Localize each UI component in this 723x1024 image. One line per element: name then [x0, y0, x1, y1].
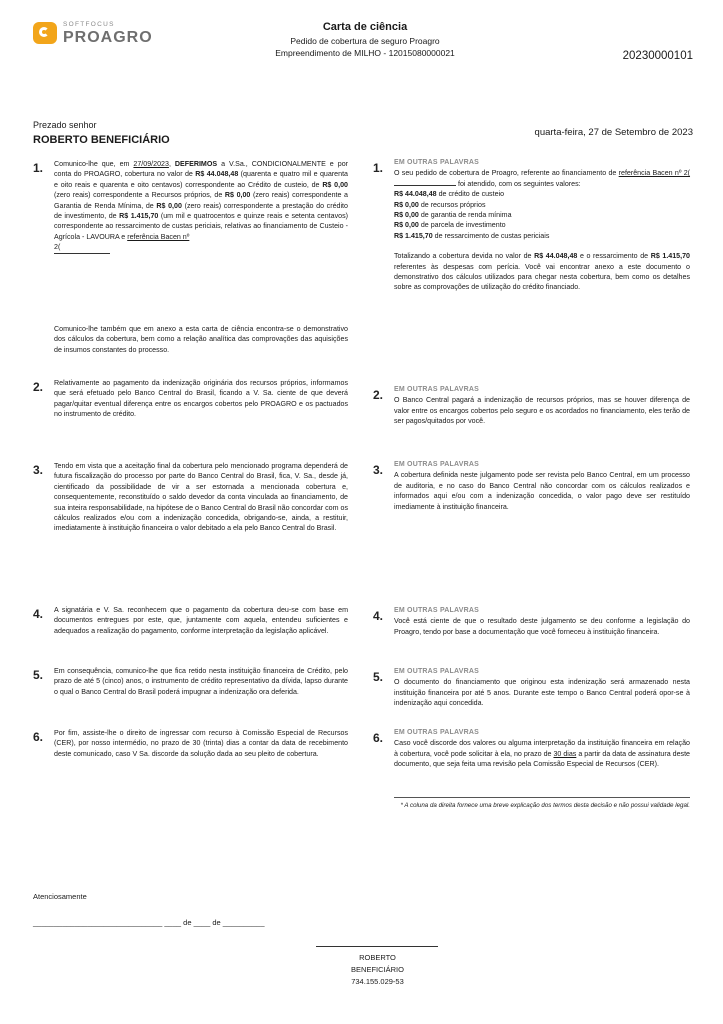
signer-name-2: BENEFICIÁRIO [351, 965, 404, 974]
softfocus-proagro-logo [33, 20, 163, 50]
value-row: R$ 0,00 de garantia de renda mínima [394, 211, 512, 220]
plain-paragraph-3: EM OUTRAS PALAVRAS A cobertura definida neste julgamento pode ser revista pelo Banco Central, em um processo de auditoria, e no caso do Banco Central não concordar com os cálculos realizados e informados aqui e/ou com a indenização concedida, o valor pago deve ser restituído imediamente à instituição financeira. [394, 461, 690, 511]
signature-line [316, 946, 438, 947]
item-number-3: 3. [33, 463, 44, 477]
legal-paragraph-6: Por fim, assiste-lhe o direito de ingressar com recurso à Comissão Especial de Recursos (CER), por nosso intermédio, no prazo de 30 (trinta) dias a contar da data de recebimento deste comunicado, caso V Sa. discorde da solução dada ao seu pleito de cobertura. [54, 729, 348, 758]
plain-paragraph-6: EM OUTRAS PALAVRAS Caso você discorde dos valores ou alguma interpretação da instituição financeira em relação à cobertura, você pode solicitar à ela, no prazo de 30 dias a partir da data de assinatura deste documento, que seja feita uma revisão pela Comissão Especial de Recursos (CER). [394, 729, 691, 769]
letter-date: quarta-feira, 27 de Setembro de 2023 [534, 127, 693, 138]
plain-paragraph-2: EM OUTRAS PALAVRAS O Banco Central pagará a indenização de recursos próprios, mas se houver diferença de valor entre os encargos cobertos pelo seguro e os acordados no financiamento, eles terão de ser pagos/quitados por você. [394, 386, 690, 426]
logo-brand-small: SOFTFOCUS [63, 21, 115, 28]
plain-item-number-1: 1. [373, 161, 384, 175]
plain-item-number-3: 3. [373, 463, 384, 477]
coverage-values-list [394, 189, 690, 241]
item-number-1: 1. [33, 161, 44, 175]
value-row: R$ 0,00 de recursos próprios [394, 200, 486, 209]
item-number-5: 5. [33, 668, 44, 682]
closing: Atenciosamente [33, 892, 87, 901]
document-subtitle: Pedido de cobertura de seguro Proagro [290, 36, 440, 46]
legal-paragraph-2: Relativamente ao pagamento da indenização originária dos recursos próprios, informamos que será efetuado pelo Banco Central do Brasil, ficando a V. Sa. ciente de que deverá pagar/quitar eventual diferença entre os encargos cobertos pelo PROAGRO e os pactuados no instrumento de crédito. [54, 379, 348, 419]
document-title: Carta de ciência [322, 21, 408, 33]
plain-paragraph-4: EM OUTRAS PALAVRAS Você está ciente de que o resultado deste julgamento se deu conforme a legislação do Proagro, tendo por base a documentação que você forneceu à instituição financeira. [394, 607, 690, 636]
section-label: EM OUTRAS PALAVRAS [394, 159, 480, 166]
document-number: 20230000101 [622, 50, 693, 62]
enterprise-line: Empreendimento de MILHO - 12015080000021 [275, 48, 455, 58]
plain-item-number-5: 5. [373, 670, 384, 684]
legal-paragraph-5: Em consequência, comunico-lhe que fica retido nesta instituição financeira de Crédito, pelo prazo de até 5 (cinco) anos, o instrumento de crédito representativo da dívida, lapso durante o qual o Banco Central do Brasil poderá impugnar a indenização ora deferida. [54, 667, 348, 696]
plain-item-number-6: 6. [373, 731, 384, 745]
proagro-logo-icon [33, 22, 57, 44]
item-number-4: 4. [33, 607, 44, 621]
legal-paragraph-3: Tendo em vista que a aceitação final da cobertura pelo mencionado programa dependerá de futura fiscalização do processo por parte do Banco Central do Brasil, fica, V. Sa., desde já, cientificado da possibilidade de vir a ser estornada a mencionada cobertura e, consequentemente, reconstituído o saldo devedor da conta vinculada ao financiamento, de sua inteira responsabilidade, na hipótese de o Banco Central do Brasil não concordar com os cálculos realizados e/ou com a indenização concedida, obrigando-se, ainda, a restituir, imediatamente à instituição financeira o valor debitado a ela pelo Banco Central do Brasil. [54, 462, 348, 533]
footnote: * A coluna da direita fornece uma breve explicação dos termos desta decisão e não possui validade legal. [394, 797, 690, 810]
recipient-name: ROBERTO BENEFICIÁRIO [33, 134, 170, 146]
legal-paragraph-4: A signatária e V. Sa. reconhecem que o pagamento da cobertura deu-se com base em documentos entregues por este, que, juntamente com aquela, entendeu suficientes e adequados a realização do pagamento, conforme interpretação da legislação aplicável. [54, 606, 348, 635]
plain-item-number-4: 4. [373, 609, 384, 623]
value-row: R$ 0,00 de parcela de investimento [394, 221, 506, 230]
legal-paragraph-1b: Comunico-lhe também que em anexo a esta carta de ciência encontra-se o demonstrativo dos cálculos da cobertura, bem como a relação analítica das comprovações das aquisições de insumos constantes do processo. [54, 325, 348, 354]
place-date-line: _______________________________ ____ de ____ de __________ [33, 918, 265, 927]
signature-block [300, 952, 455, 988]
signer-name-1: ROBERTO [359, 953, 396, 962]
legal-paragraph-1: Comunico-lhe que, em 27/09/2023, DEFERIMOS a V.Sa., CONDICIONALMENTE e por conta do PROAGRO, cobertura no valor de R$ 44.048,48 (quarenta e quatro mil e quarenta e oito reais e quarenta e oito centavos) correspondente ao Crédito de custeio, de R$ 0,00 (zero reais) correspondente a Recursos próprios, de R$ 0,00 (zero reais) correspondente a Garantia de Renda Mínima, de R$ 0,00 (zero reais) correspondente a prestação do crédito de investimento, de R$ 1.415,70 (um mil e quatrocentos e quinze reais e setenta centavos) correspondente ao ressarcimento de custas periciais, relativas ao financiamento de Custeio - Agrícola - LAVOURA e referência Bacen nº 2( [54, 159, 348, 254]
signer-document: 734.155.029-53 [351, 977, 404, 986]
item-number-2: 2. [33, 380, 44, 394]
value-row: R$ 1.415,70 de ressarcimento de custas periciais [394, 231, 550, 240]
plain-paragraph-1: EM OUTRAS PALAVRAS O seu pedido de cobertura de Proagro, referente ao financiamento de referência Bacen nº 2( foi atendido, com os seguintes valores: R$ 44.048,48 de crédito de custeio R$ 0,00 de recursos próprios R$ 0,00 de garantia de renda mínima R$ 0,00 de parcela de investimento R$ 1.415,70 de ressarcimento de custas periciais Totalizando a cobertura devida no valor de R$ 44.048,48 e o ressarcimento de R$ 1.415,70 referentes às despesas com perícia. Você vai encontrar anexo a este documento o demonstrativo dos cálculos utilizados para chegar nesta cobertura, bem como os detalhes sobre as comprovações de utilização do crédito financiado. [394, 159, 691, 292]
item-number-6: 6. [33, 730, 44, 744]
value-row: R$ 44.048,48 de crédito de custeio [394, 190, 505, 199]
greeting: Prezado senhor [33, 120, 97, 130]
plain-paragraph-5: EM OUTRAS PALAVRAS O documento do financiamento que originou esta indenização será armazenado nesta instituição financeira por até 5 anos. Durante este tempo o Banco Central poderá opor-se à indenização aqui concedida. [394, 668, 690, 708]
plain-item-number-2: 2. [373, 388, 384, 402]
logo-brand-big: PROAGRO [63, 29, 153, 46]
